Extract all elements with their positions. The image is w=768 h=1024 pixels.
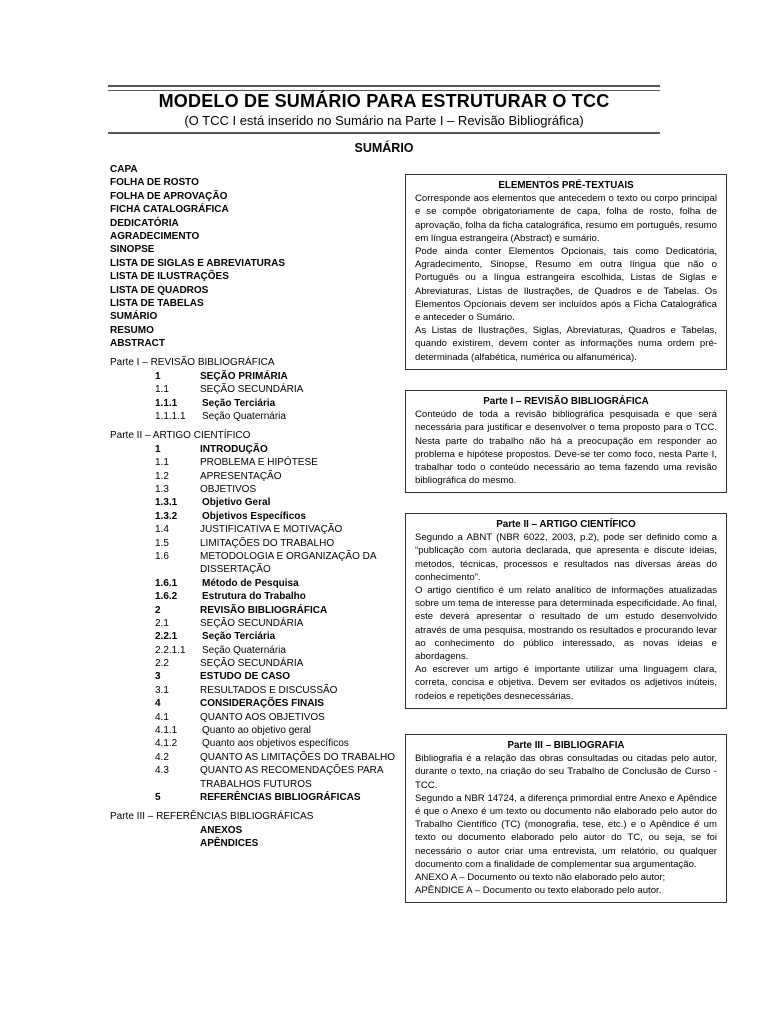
toc-item-pre: AGRADECIMENTO [110,230,200,242]
toc-entry-number: 4.2 [155,751,169,763]
box-paragraph: Pode ainda conter Elementos Opcionais, tais como Dedicatória, Agradecimento, Sinopse, Resumo em outra língua que não o Português ou a língua estrangeira escolhida, Listas de Siglas e Abreviaturas, Listas de Ilustrações, de Quadros e de Tabelas. Os Elementos Opcionais devem ser incluídos após a Ficha Catalográfica e anteceder o Sumário. [415,246,717,324]
toc-entry-text: SEÇÃO SECUNDÁRIA [200,384,304,396]
toc-entry-text: CONSIDERAÇÕES FINAIS [200,698,324,710]
toc-entry-text: Objetivo Geral [202,497,271,509]
toc-entry-text: QUANTO AS RECOMENDAÇÕES PARA TRABALHOS FUTUROS [200,765,384,790]
toc-entry [110,630,400,643]
toc-entry [110,684,400,697]
toc-entry-text: Estrutura do Trabalho [202,591,306,603]
box-paragraph: Conteúdo de toda a revisão bibliográfica pesquisada e que será necessária para justificar e desenvolver o tema proposto para o TCC. Nesta parte do trabalho não há a preocupação em responder ao problema e hipótese propostos. Deve-se ter como foco, nesta Parte I, trabalhar todo o conteúdo necessário ao tema fazendo uma revisão bibliográfica do mesmo. [415,409,717,487]
box-parte-1 [405,390,727,493]
toc-entry [110,410,400,423]
toc-entry-text: Seção Terciária [202,631,276,643]
toc-entry-text: Seção Quaternária [202,644,286,656]
toc-entry [110,397,400,410]
toc-entry [110,670,400,683]
toc-entry-text: INTRODUÇÃO [200,443,268,455]
toc-item-pre: LISTA DE SIGLAS E ABREVIATURAS [110,257,286,269]
toc-entry [110,791,400,804]
toc-entry-number: 2.1 [155,617,169,629]
box-paragraph: ANEXO A – Documento ou texto não elaborado pelo autor; [415,872,666,884]
toc-entry-number: 1.6 [155,550,169,562]
toc-entry [110,657,400,670]
toc-item-pre: DEDICATÓRIA [110,217,179,229]
toc-entry-text: PROBLEMA E HIPÓTESE [200,457,318,469]
toc-entry [110,370,400,383]
toc-entry [110,483,400,496]
box-title: Parte II – ARTIGO CIENTÍFICO [496,519,636,530]
box-elementos-pre-textuais [405,174,727,370]
toc-entry-text: APÊNDICES [200,838,259,850]
toc-entry-number: 1.3.1 [155,497,178,509]
toc-entry-text: METODOLOGIA E ORGANIZAÇÃO DA DISSERTAÇÃO [200,550,376,576]
toc-entry-text: Quanto ao objetivo geral [202,725,311,737]
toc-entry-number: 3 [155,671,161,683]
toc-entry [110,837,400,850]
box-parte-3 [405,734,727,903]
toc-entry-number: 1.1.1 [155,397,178,409]
toc-entry-number: 1 [155,443,161,455]
toc-entry [110,764,400,791]
toc-entry-number: 1.2 [155,470,169,482]
toc-part-3-title: Parte III – REFERÊNCIAS BIBLIOGRÁFICAS [110,811,314,823]
toc-item-pre: LISTA DE ILUSTRAÇÕES [110,271,229,283]
page-title: MODELO DE SUMÁRIO PARA ESTRUTURAR O TCC [158,91,610,111]
toc-item-pre: RESUMO [110,324,154,336]
toc-entry-text: Quanto aos objetivos específicos [202,738,349,750]
box-paragraph: As Listas de Ilustrações, Siglas, Abreviaturas, Quadros e Tabelas, quando existirem, devem conter as informações numa ordem pré-determinada (alfabética, numérica ou alfanumérica). [415,325,717,363]
toc-entry-number: 1.6.1 [155,577,178,589]
toc-item-pre: ABSTRACT [110,338,165,350]
toc-entry-text: SEÇÃO PRIMÁRIA [200,370,288,382]
box-title: Parte I – REVISÃO BIBLIOGRÁFICA [483,396,649,407]
toc-entry-number: 4.1 [155,711,169,723]
toc-entry [110,590,400,603]
toc-entry-number: 1.1 [155,384,169,396]
toc-entry [110,697,400,710]
toc-item-pre: CAPA [110,164,138,175]
toc-entry [110,550,400,577]
box-title: Parte III – BIBLIOGRAFIA [507,740,625,751]
toc-entry [110,383,400,396]
toc-entry-text: QUANTO AS LIMITAÇÕES DO TRABALHO [200,751,396,763]
box-paragraph: Ao escrever um artigo é importante utilizar uma linguagem clara, correta, concisa e objetiva. Devem ser evitados os adjetivos inúteis, rodeios e repetições desnecessárias. [415,664,717,702]
toc-entry-number: 5 [155,792,161,803]
toc-entry-number: 4 [155,698,161,710]
toc-entry-number: 1.1 [155,457,169,469]
toc-entry-text: JUSTIFICATIVA E MOTIVAÇÃO [200,524,343,536]
toc-entry-number: 1.6.2 [155,591,178,603]
toc-entry-number: 1.1.1.1 [155,411,186,423]
toc-entry [110,510,400,523]
toc-entry-number: 2.2.1.1 [155,644,186,656]
toc-entry [110,604,400,617]
toc-entry [110,824,400,837]
toc-entry-number: 4.1.2 [155,738,178,750]
toc-entry [110,724,400,737]
toc-entry-text: ESTUDO DE CASO [200,671,291,683]
toc-entry-text: REFERÊNCIAS BIBLIOGRÁFICAS [200,792,361,803]
toc-part-1-title: Parte I – REVISÃO BIBLIOGRÁFICA [110,357,275,369]
box-paragraph: APÊNDICE A – Documento ou texto elaborado pelo autor. [415,885,662,897]
toc-entry [110,711,400,724]
toc-entry-number: 4.1.1 [155,725,178,737]
top-rule-thick [108,85,660,87]
box-paragraph: Corresponde aos elementos que antecedem o texto ou corpo principal e se compõe obrigatoriamente de capa, folha de rosto, folha de aprovação, folha da ficha catalográfica, resumo em português, resumo em língua estrangeira (Abstract) e sumário. [415,193,717,244]
toc-entry [110,751,400,764]
toc-entry [110,737,400,750]
box-paragraph: Bibliografia é a relação das obras consultadas ou citadas pelo autor, durante o texto, na criação do seu Trabalho de Conclusão de Curso - TCC. [415,753,717,791]
toc-entry [110,443,400,456]
toc-part-2-title: Parte II – ARTIGO CIENTÍFICO [110,430,251,442]
toc-entry [110,537,400,550]
toc-entry-number: 1.5 [155,537,169,549]
toc-entry-number: 2 [155,604,161,616]
toc-entry-number: 1.3.2 [155,510,178,522]
title-underline-rule [108,132,660,134]
sumario-heading: SUMÁRIO [354,141,414,155]
toc-item-pre: FOLHA DE APROVAÇÃO [110,190,228,202]
toc-entry [110,523,400,536]
toc-item-pre: SINOPSE [110,244,155,256]
toc-entry-text: Seção Terciária [202,397,276,409]
box-paragraph: Segundo a NBR 14724, a diferença primordial entre Anexo e Apêndice é que o Anexo é um texto ou documento não elaborado pelo autor do Trabalho Científico (TC) (monografia, tese, etc.) e o Apêndice é um texto ou documento elaborado pelo autor do TC, ou seja, se foi necessário o autor criar uma entrevista, um relatório, ou qualquer documento com a finalidade de complementar sua argumentação. [415,792,717,870]
toc-item-pre: SUMÁRIO [110,311,158,323]
toc-entry-text: REVISÃO BIBLIOGRÁFICA [200,604,328,616]
box-paragraph: O artigo científico é um relato analítico de informações atualizadas sobre um tema de interesse para determinada especificidade. Ao final, este deverá apresentar o resultado de um estudo desenvolvido através de uma pesquisa, mostrando os resultados e procurando levar ao conhecimento do público interessado, as novas ideias e abordagens. [415,585,717,663]
toc-entry-text: LIMITAÇÕES DO TRABALHO [200,537,335,549]
toc-entry-text: ANEXOS [200,824,243,836]
toc-entry-text: SEÇÃO SECUNDÁRIA [200,658,304,670]
toc-entry-text: APRESENTAÇÃO [200,470,282,482]
toc-entry-number: 4.3 [155,765,169,777]
toc-entry-number: 3.1 [155,684,169,696]
toc-entry-number: 2.2.1 [155,631,178,643]
box-title: ELEMENTOS PRÉ-TEXTUAIS [498,180,634,191]
toc-item-pre: LISTA DE QUADROS [110,284,209,296]
toc-item-pre: FICHA CATALOGRÁFICA [110,204,229,216]
toc-entry-text: Seção Quaternária [202,411,286,423]
toc-entry-text: QUANTO AOS OBJETIVOS [200,711,325,723]
toc-entry-number: 1.4 [155,524,169,536]
toc-entry [110,496,400,509]
toc-entry [110,470,400,483]
toc-entry [110,456,400,469]
table-of-contents [110,163,400,851]
box-parte-2 [405,513,727,709]
toc-entry-text: RESULTADOS E DISCUSSÃO [200,684,338,696]
page-subtitle: (O TCC I está inserido no Sumário na Parte I – Revisão Bibliográfica) [184,113,584,128]
toc-entry-text: Objetivos Específicos [202,510,306,522]
toc-entry-number: 2.2 [155,658,169,670]
toc-entry [110,577,400,590]
toc-entry [110,644,400,657]
toc-entry-text: Método de Pesquisa [202,577,299,589]
toc-entry-number: 1.3 [155,483,169,495]
toc-entry-number: 1 [155,370,161,382]
toc-entry [110,617,400,630]
toc-item-pre: LISTA DE TABELAS [110,297,204,309]
box-paragraph: Segundo a ABNT (NBR 6022, 2003, p.2), pode ser definido como a “publicação com autoria declarada, que apresenta e discute ideias, métodos, técnicas, processos e resultados nas diversas áreas do conhecimento”. [415,532,717,583]
toc-item-pre: FOLHA DE ROSTO [110,177,199,189]
toc-entry-text: SEÇÃO SECUNDÁRIA [200,617,304,629]
toc-entry-text: OBJETIVOS [200,483,257,495]
